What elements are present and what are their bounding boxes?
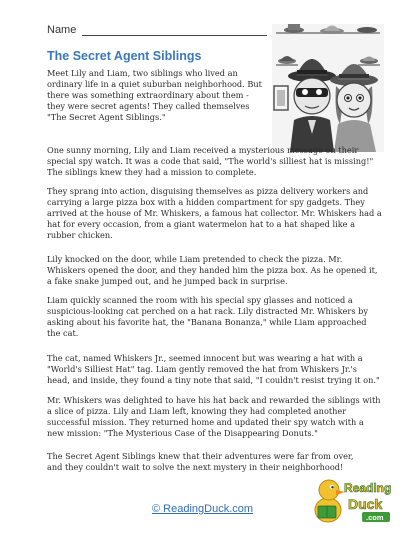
story-paragraph: One sunny morning, Lily and Liam received a mysterious message on their special spy watch. It was a code that said, "The world's silliest hat is missing!" The siblings knew they had a mission to complete. xyxy=(47,145,374,177)
reading-duck-link[interactable]: © ReadingDuck.com xyxy=(152,503,254,515)
story-paragraph: Mr. Whiskers was delighted to have his hat back and rewarded the siblings with a slice of pizza. Lily and Liam left, knowing they had completed another successful mission. They returned home and updated their spy watch with a new mission: "The Mysterious Case of the Disappearing Donuts." xyxy=(47,395,381,438)
name-input-line[interactable] xyxy=(82,35,267,36)
story-paragraph: The cat, named Whiskers Jr., seemed innocent but was wearing a hat with a "World's Silliest Hat" tag. Liam gently removed the hat from Whiskers Jr.'s head, and inside, they found a tiny note that said, "I couldn't resist trying it on." xyxy=(47,353,380,385)
logo-suffix: .com xyxy=(366,513,384,522)
story-paragraph: The Secret Agent Siblings knew that their adventures were far from over, and they couldn't wait to solve the next mystery in their neighborhood! xyxy=(47,451,354,472)
story-paragraph: Meet Lily and Liam, two siblings who lived an ordinary life in a quiet suburban neighborhood. But there was something extraordinary about them - they were secret agents! They called themselves "The Secret Agent Siblings." xyxy=(47,68,262,122)
story-title: The Secret Agent Siblings xyxy=(47,49,202,63)
spy-siblings-illustration xyxy=(272,24,384,152)
name-label: Name xyxy=(47,24,77,36)
story-paragraph: Liam quickly scanned the room with his special spy glasses and noticed a suspicious-looking cat perched on a hat rack. Lily distracted Mr. Whiskers by asking about his favorite hat, the "Banana Bonanza," while Liam approached the cat. xyxy=(47,295,368,338)
logo-word-duck: Duck xyxy=(348,496,383,512)
story-paragraph: They sprang into action, disguising themselves as pizza delivery workers and carrying a large pizza box with a hidden compartment for spy gadgets. They arrived at the house of Mr. Whiskers, a famous hat collector. Mr. Whiskers had a hat for every occasion, from a giant watermelon hat to a hat shaped like a rubber chicken. xyxy=(47,186,382,240)
reading-duck-logo xyxy=(312,470,396,528)
logo-word-reading: Reading xyxy=(344,481,392,495)
story-paragraph: Lily knocked on the door, while Liam pretended to check the pizza. Mr. Whiskers opened the door, and they handed him the pizza box. As he opened it, a fake snake jumped out, and he jumped back in surprise. xyxy=(47,254,378,286)
